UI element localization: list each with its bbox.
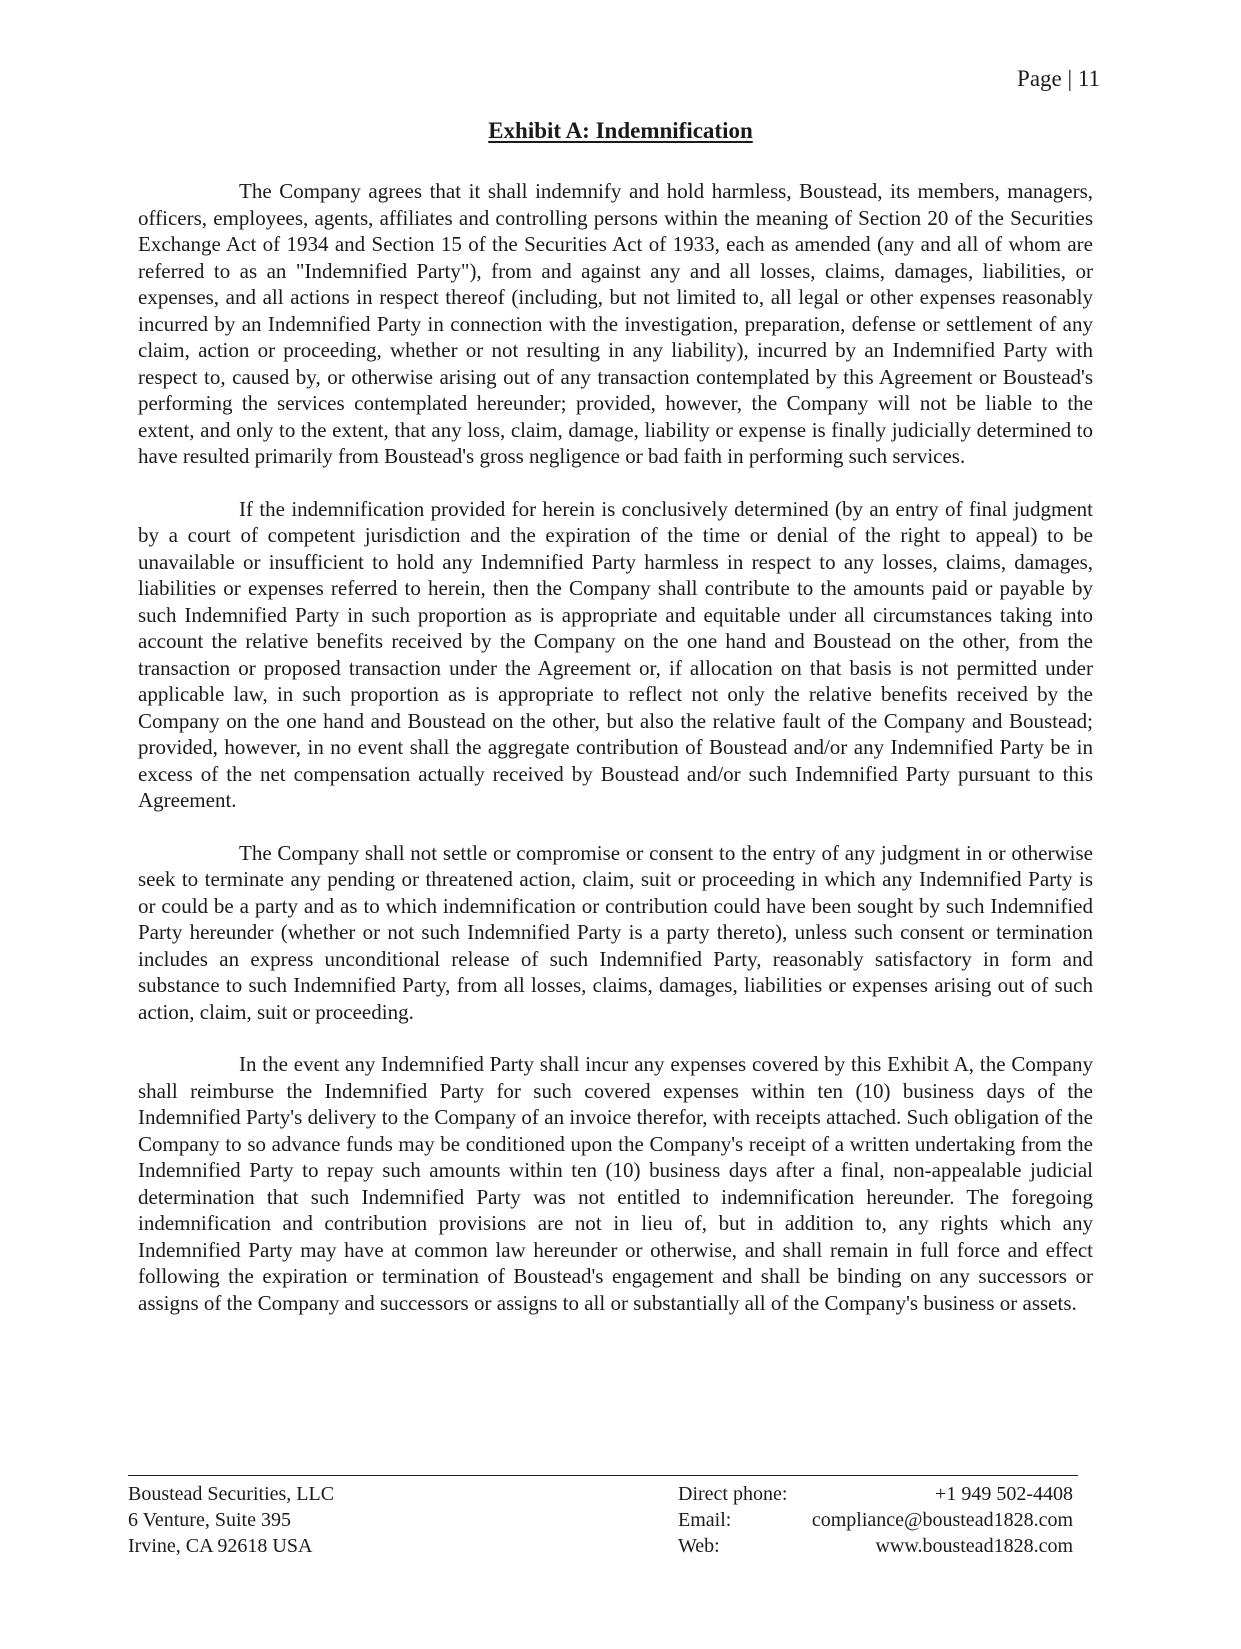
document-body [138, 178, 1093, 1342]
footer-phone-label: Direct phone: [678, 1483, 788, 1505]
paragraph-contribution: If the indemnification provided for herein is conclusively determined (by an entry of final judgment by a court of competent jurisdiction and the expiration of the time or denial of the right to appeal) to be unavailable or insufficient to hold any Indemnified Party harmless in respect to any losses, claims, damages, liabilities or expenses referred to herein, then the Company shall contribute to the amounts paid or payable by such Indemnified Party in such proportion as is appropriate and equitable under all circumstances taking into account the relative benefits received by the Company on the one hand and Boustead on the other, from the transaction or proposed transaction under the Agreement or, if allocation on that basis is not permitted under applicable law, in such proportion as is appropriate to reflect not only the relative benefits received by the Company on the one hand and Boustead on the other, but also the relative fault of the Company and Boustead; provided, however, in no event shall the aggregate contribution of Boustead and/or any Indemnified Party be in excess of the net compensation actually received by Boustead and/or such Indemnified Party pursuant to this Agreement. [138, 496, 1093, 812]
paragraph-reimbursement: In the event any Indemnified Party shall incur any expenses covered by this Exhibit A, the Company shall reimburse the Indemnified Party for such covered expenses within ten (10) business days of the Indemnified Party's delivery to the Company of an invoice therefor, with receipts attached. Such obligation of the Company to so advance funds may be conditioned upon the Company's receipt of a written undertaking from the Indemnified Party to repay such amounts within ten (10) business days after a final, non-appealable judicial determination that such Indemnified Party was not entitled to indemnification hereunder. The foregoing indemnification and contribution provisions are not in lieu of, but in addition to, any rights which any Indemnified Party may have at common law hereunder or otherwise, and shall remain in full force and effect following the expiration or termination of Boustead's engagement and shall be binding on any successors or assigns of the Company and successors or assigns to all or substantially all of the Company's business or assets. [138, 1052, 1093, 1315]
footer-email-label: Email: [678, 1509, 732, 1531]
footer-email-row [678, 1507, 1073, 1533]
page-number: Page | 11 [1017, 66, 1100, 91]
footer-email-value: compliance@boustead1828.com [811, 1509, 1073, 1531]
footer-phone-row [678, 1481, 1073, 1507]
footer-web-value: www.boustead1828.com [875, 1535, 1073, 1557]
footer-web-label: Web: [678, 1535, 720, 1557]
paragraph-settlement: The Company shall not settle or compromise or consent to the entry of any judgment in or otherwise seek to terminate any pending or threatened action, claim, suit or proceeding in which any Indemnified Party is or could be a party and as to which indemnification or contribution could have been sought by such Indemnified Party hereunder (whether or not such Indemnified Party is a party thereto), unless such consent or termination includes an express unconditional release of such Indemnified Party, reasonably satisfactory in form and substance to such Indemnified Party, from all losses, claims, damages, liabilities or expenses arising out of such action, claim, suit or proceeding. [138, 840, 1093, 1024]
footer-address-line2: Irvine, CA 92618 USA [128, 1535, 313, 1557]
footer-company-name: Boustead Securities, LLC [128, 1483, 335, 1505]
footer-contact [678, 1481, 1073, 1559]
paragraph-indemnity: The Company agrees that it shall indemnify and hold harmless, Boustead, its members, managers, officers, employees, agents, affiliates and controlling persons within the meaning of Section 20 of the Securities Exchange Act of 1934 and Section 15 of the Securities Act of 1933, each as amended (any and all of whom are referred to as an "Indemnified Party"), from and against any and all losses, claims, damages, liabilities, or expenses, and all actions in respect thereof (including, but not limited to, all legal or other expenses reasonably incurred by an Indemnified Party in connection with the investigation, preparation, defense or settlement of any claim, action or proceeding, whether or not resulting in any liability), incurred by an Indemnified Party with respect to, caused by, or otherwise arising out of any transaction contemplated by this Agreement or Boustead's performing the services contemplated hereunder; provided, however, the Company will not be liable to the extent, and only to the extent, that any loss, claim, damage, liability or expense is finally judicially determined to have resulted primarily from Boustead's gross negligence or bad faith in performing such services. [138, 179, 1093, 468]
footer-web-row [678, 1533, 1073, 1559]
footer-address [128, 1481, 548, 1559]
footer-phone-value: +1 949 502-4408 [935, 1483, 1073, 1505]
footer-address-line1: 6 Venture, Suite 395 [128, 1509, 291, 1531]
document-title: Exhibit A: Indemnification [488, 118, 753, 143]
footer-divider [128, 1475, 1078, 1476]
